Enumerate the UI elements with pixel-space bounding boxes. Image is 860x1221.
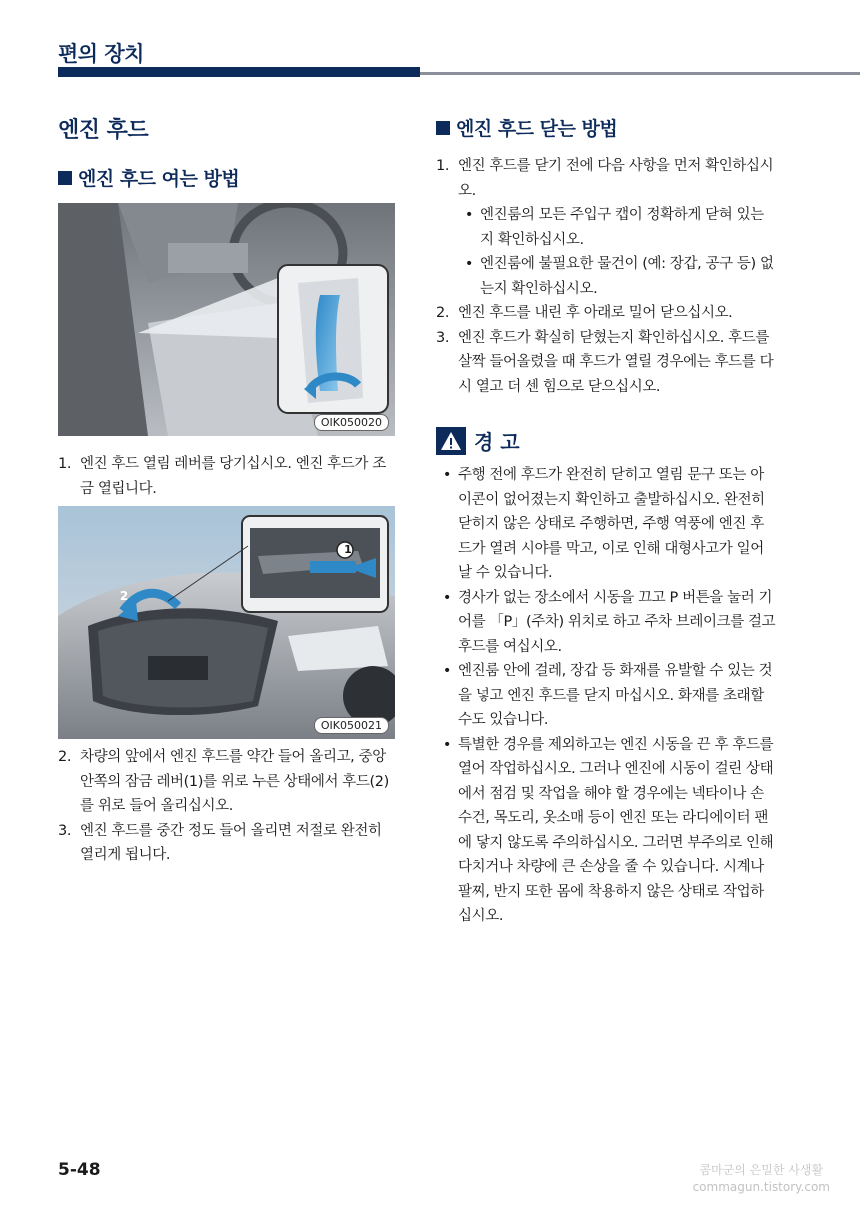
sub-bullet-item	[436, 252, 776, 301]
bullet-dot-icon: •	[442, 736, 452, 753]
warning-list	[436, 463, 776, 929]
warning-text: 주행 전에 후드가 완전히 닫히고 열림 문구 또는 아이콘이 없어졌는지 확인하고 출발하십시오. 완전히 닫히지 않은 상태로 주행하면, 주행 역풍에 엔진 후드가 열려 시야를 막고, 이로 인해 대형사고가 일어날 수 있습니다.	[458, 467, 765, 581]
square-bullet-icon	[58, 171, 72, 185]
callout-1: 1	[344, 543, 352, 556]
watermark	[693, 1162, 830, 1196]
header-title: 편의 장치	[58, 42, 144, 66]
step-item	[58, 745, 398, 819]
figure-code: OIK050020	[314, 414, 389, 431]
step-number: 1.	[58, 456, 72, 472]
warning-title: 경 고	[474, 430, 520, 454]
warning-text: 특별한 경우를 제외하고는 엔진 시동을 끈 후 후드를 열어 작업하십시오. 그러나 엔진에 시동이 걸린 상태에서 점검 및 작업을 해야 할 경우에는 넥타이나 손수건, 목도리, 옷소매 등이 엔진 또는 라디에이터 팬에 닿지 않도록 주의하십시오. 그러면 부주의로 인해 다치거나 차량에 큰 손상을 줄 수 있습니다. 시계나 팔찌, 반지 또한 몸에 착용하지 않은 상태로 작업하십시오.	[458, 736, 774, 924]
bullet-text: 엔진룸의 모든 주입구 캡이 정확하게 닫혀 있는지 확인하십시오.	[480, 207, 764, 248]
interior-illustration	[58, 203, 395, 436]
open-heading-text: 엔진 후드 여는 방법	[78, 168, 240, 190]
step-text: 차량의 앞에서 엔진 후드를 약간 들어 올리고, 중앙 안쪽의 잠금 레버(1)를 위로 누른 상태에서 후드(2)를 위로 들어 올리십시오.	[80, 749, 389, 814]
step-item	[436, 301, 776, 326]
step-number: 3.	[436, 329, 450, 346]
step-number: 3.	[58, 822, 72, 839]
open-heading	[58, 164, 239, 191]
step-number: 1.	[436, 158, 450, 174]
figure-hood-lock-lever	[58, 506, 395, 739]
bullet-dot-icon: •	[464, 207, 474, 223]
close-heading	[436, 114, 617, 141]
header-rule-dark	[58, 67, 420, 77]
step-item	[58, 819, 398, 868]
bullet-dot-icon: •	[442, 589, 452, 606]
figure-hood-release-lever	[58, 203, 395, 436]
section-title: 엔진 후드	[58, 118, 149, 143]
warning-heading	[436, 426, 520, 455]
page-number: 5-48	[58, 1160, 101, 1180]
warning-item	[436, 586, 776, 660]
figure-code: OIK050021	[314, 717, 389, 734]
bullet-dot-icon: •	[442, 467, 452, 483]
warning-item	[436, 733, 776, 929]
open-steps-2	[58, 745, 398, 868]
warning-triangle-icon	[436, 427, 466, 455]
warning-text: 엔진룸 안에 걸레, 장갑 등 화재를 유발할 수 있는 것을 넣고 엔진 후드를 닫지 마십시오. 화재를 초래할 수도 있습니다.	[458, 663, 773, 728]
car-front-illustration	[58, 506, 395, 739]
step-text: 엔진 후드를 내린 후 아래로 밀어 닫으십시오.	[458, 305, 733, 321]
warning-item	[436, 659, 776, 733]
close-steps	[436, 154, 776, 399]
open-steps-1	[58, 452, 398, 501]
watermark-line-2: commagun.tistory.com	[692, 1180, 830, 1194]
step-text: 엔진 후드를 중간 정도 들어 올리면 저절로 완전히 열리게 됩니다.	[80, 822, 382, 863]
step-number: 2.	[58, 749, 72, 765]
step-item	[436, 326, 776, 400]
step-text: 엔진 후드를 닫기 전에 다음 사항을 먼저 확인하십시오.	[458, 158, 774, 199]
close-heading-text: 엔진 후드 닫는 방법	[456, 118, 618, 140]
header-rule-light	[420, 72, 860, 75]
warning-text: 경사가 없는 장소에서 시동을 끄고 P 버튼을 눌러 기어를 「P」(주차) 위치로 하고 주차 브레이크를 걸고 후드를 여십시오.	[458, 589, 776, 655]
step-item	[436, 154, 776, 203]
square-bullet-icon	[436, 121, 450, 135]
watermark-line-1: 콤마군의 은밀한 사생활	[699, 1163, 824, 1177]
callout-2: 2	[119, 589, 129, 603]
bullet-dot-icon: •	[442, 663, 452, 679]
step-number: 2.	[436, 305, 450, 321]
warning-item	[436, 463, 776, 586]
sub-bullet-item	[436, 203, 776, 252]
step-text: 엔진 후드 열림 레버를 당기십시오. 엔진 후드가 조금 열립니다.	[80, 456, 386, 497]
step-text: 엔진 후드가 확실히 닫혔는지 확인하십시오. 후드를 살짝 들어올렸을 때 후드가 열릴 경우에는 후드를 다시 열고 더 센 힘으로 닫으십시오.	[458, 329, 774, 395]
step-item	[58, 452, 398, 501]
bullet-dot-icon: •	[464, 256, 474, 272]
bullet-text: 엔진룸에 불필요한 물건이 (예: 장갑, 공구 등) 없는지 확인하십시오.	[480, 256, 774, 297]
